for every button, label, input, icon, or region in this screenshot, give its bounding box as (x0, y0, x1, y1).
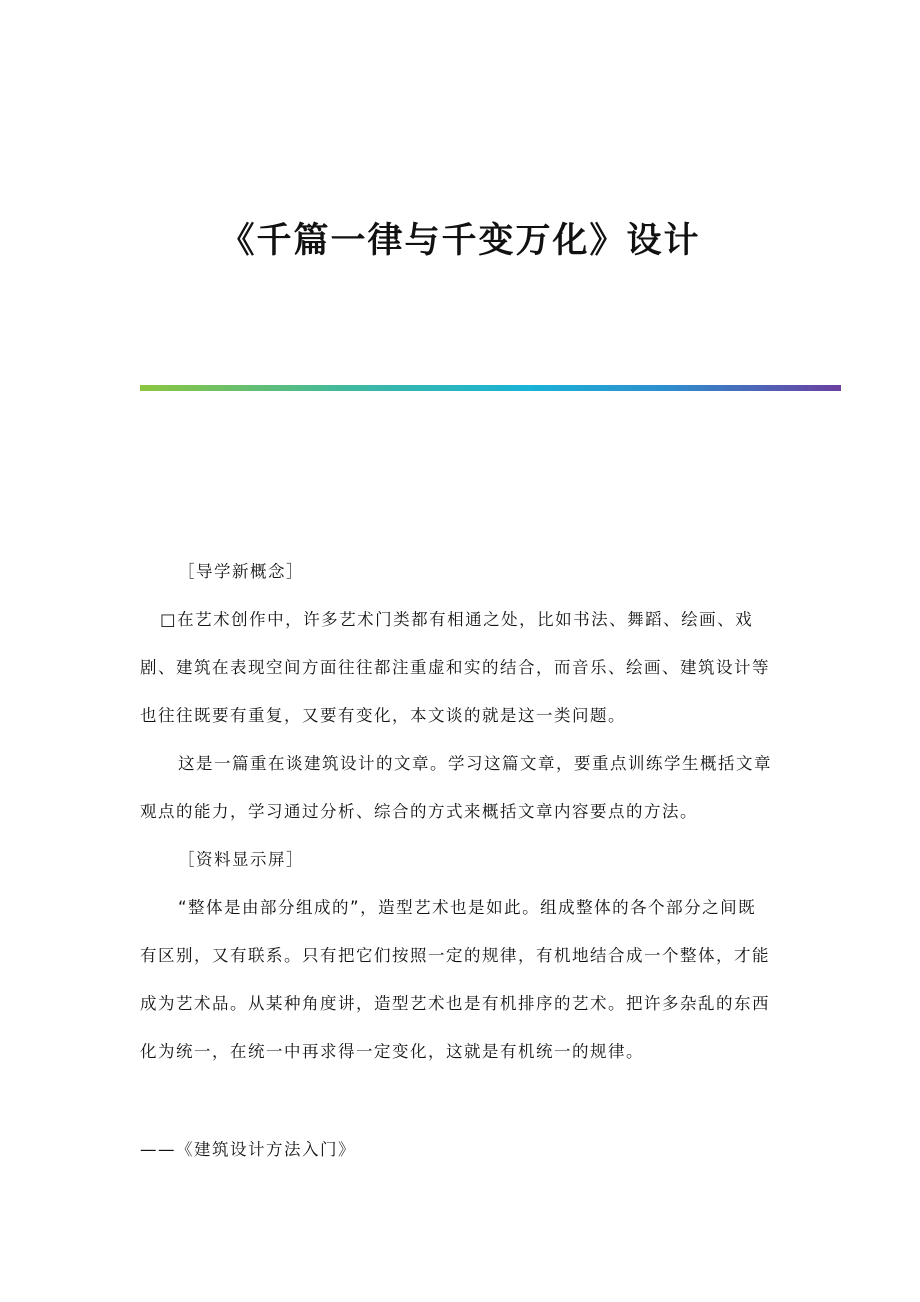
guide-paragraph-2: 这是一篇重在谈建筑设计的文章。学习这篇文章，要重点训练学生概括文章观点的能力，学习通过分析、综合的方式来概括文章内容要点的方法。 (140, 754, 772, 821)
guide-paragraph-1: □在艺术创作中，许多艺术门类都有相通之处，比如书法、舞蹈、绘画、戏剧、建筑在表现空间方面往往都注重虚和实的结合，而音乐、绘画、建筑设计等也往往既要有重复，又要有变化，本文谈的就是这一类问题。 (140, 610, 770, 725)
document-title: 《千篇一律与千变万化》设计 (219, 220, 701, 261)
section-heading-guide: ［导学新概念］ (178, 562, 304, 581)
source-citation: ——《建筑设计方法入门》 (140, 1140, 356, 1159)
section-heading-materials: ［资料显示屏］ (178, 850, 304, 869)
gradient-divider (140, 385, 841, 391)
materials-paragraph-1: “整体是由部分组成的”，造型艺术也是如此。组成整体的各个部分之间既有区别，又有联系。只有把它们按照一定的规律，有机地结合成一个整体，才能成为艺术品。从某种角度讲，造型艺术也是有机排序的艺术。把许多杂乱的东西化为统一，在统一中再求得一定变化，这就是有机统一的规律。 (140, 898, 770, 1061)
